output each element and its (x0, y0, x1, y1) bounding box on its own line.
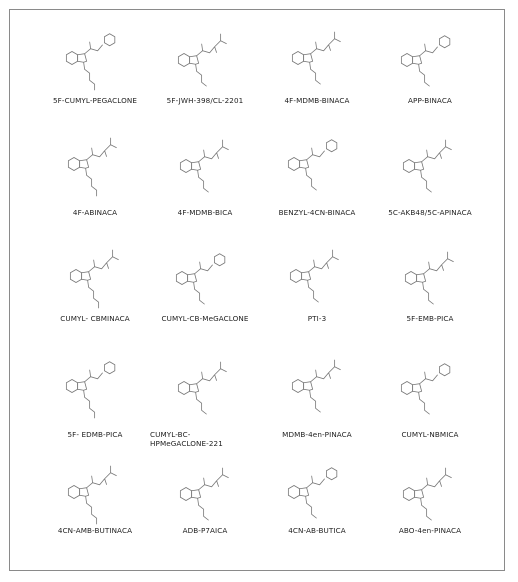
head-substituent (442, 265, 444, 271)
pyrazole-ring (78, 54, 87, 63)
head-ring (439, 36, 449, 48)
alkyl-tail (194, 282, 205, 304)
head-substituent (215, 47, 217, 53)
carbonyl-bond (316, 42, 317, 49)
head-substituent (215, 375, 217, 381)
pyrazole-ring (413, 56, 422, 65)
carbonyl-bond (314, 260, 315, 267)
amide-linker (87, 479, 105, 488)
head-branch (105, 145, 117, 151)
compound-label: 5F- EDMB-PICA (67, 430, 123, 439)
carbonyl-bond (312, 476, 313, 483)
alkyl-tail (198, 498, 209, 520)
head-substituent (327, 263, 329, 269)
amide-linker (197, 375, 215, 384)
pyrazole-ring (415, 490, 424, 499)
alkyl-tail (308, 280, 319, 302)
pyrazole-ring (300, 488, 309, 497)
pyrazole-ring (302, 272, 311, 281)
benzene-ring (403, 488, 414, 501)
compound-label: CUMYL-BC-HPMeGACLONE-221 (150, 430, 223, 448)
alkyl-tail (419, 392, 430, 414)
head-substituent (440, 481, 442, 487)
compound-label: 5C-AKB48/5C-APINACA (388, 208, 472, 217)
alkyl-tail (419, 64, 430, 86)
carbonyl-bond (425, 44, 426, 51)
amide-linker (199, 153, 217, 162)
alkyl-tail (88, 280, 99, 308)
carbonyl-bond (316, 370, 317, 377)
amide-linker (195, 265, 213, 274)
pyrazole-ring (80, 160, 89, 169)
head-ring (439, 364, 449, 376)
compound-label: 5F-JWH-398/CL-2201 (166, 96, 244, 105)
chemical-structure (162, 242, 248, 314)
head-branch (440, 475, 452, 481)
compound-cell (40, 352, 150, 458)
compound-label: CUMYL- CBMINACA (60, 314, 130, 323)
benzene-ring (66, 52, 77, 65)
pyrazole-ring (188, 274, 197, 283)
head-branch (217, 475, 229, 481)
chemical-structure (387, 242, 473, 314)
carbonyl-bond (429, 262, 430, 269)
benzene-ring (178, 382, 189, 395)
compound-cell (150, 352, 260, 458)
compound-cell (375, 130, 485, 236)
chemical-structure (52, 352, 138, 424)
chemical-structure (274, 352, 360, 424)
benzene-ring (70, 270, 81, 283)
chemical-structure (162, 458, 248, 530)
benzene-ring (180, 160, 191, 173)
head-ring (214, 254, 224, 266)
compound-label: 5F-CUMYL-PEGACLONE (52, 96, 138, 105)
chemical-structure (387, 130, 473, 202)
compound-label: 4F-MDMB-BICA (177, 208, 233, 217)
amide-linker (422, 153, 440, 162)
head-substituent (329, 45, 331, 51)
amide-linker (87, 151, 105, 160)
head-branch (215, 41, 227, 47)
chemical-structure (387, 352, 473, 424)
benzene-ring (401, 54, 412, 67)
head-substituent (105, 151, 107, 157)
pyrazole-ring (190, 56, 199, 65)
alkyl-tail (306, 496, 317, 518)
carbonyl-bond (427, 478, 428, 485)
head-substituent (440, 153, 442, 159)
benzene-ring (288, 486, 299, 499)
head-branch (329, 39, 341, 45)
compound-label: ADB-P7AICA (182, 526, 228, 535)
benzene-ring (405, 272, 416, 285)
benzene-ring (401, 382, 412, 395)
chemical-structure (387, 458, 473, 530)
amide-linker (199, 481, 217, 490)
amide-linker (307, 479, 325, 488)
head-branch (215, 369, 227, 375)
amide-linker (307, 151, 325, 160)
amide-linker (420, 375, 438, 384)
alkyl-tail (86, 168, 97, 196)
compound-cell (262, 24, 372, 130)
amide-linker (197, 47, 215, 56)
alkyl-tail (421, 498, 432, 520)
pyrazole-ring (304, 54, 313, 63)
chemical-structure (52, 458, 138, 530)
benzene-ring (68, 158, 79, 171)
compound-label: 4F-MDMB-BINACA (284, 96, 350, 105)
compound-cell (262, 458, 372, 564)
compound-cell (375, 352, 485, 458)
chemical-structure (162, 352, 248, 424)
benzene-ring (290, 270, 301, 283)
carbonyl-bond (202, 44, 203, 51)
amide-linker (420, 47, 438, 56)
alkyl-tail (423, 282, 434, 304)
head-substituent (105, 479, 107, 485)
head-substituent (107, 263, 109, 269)
alkyl-tail (310, 62, 321, 84)
compound-label: CUMYL-NBMICA (401, 430, 459, 439)
carbonyl-bond (94, 260, 95, 267)
compound-cell (150, 130, 260, 236)
alkyl-tail (86, 496, 97, 524)
amide-linker (85, 373, 103, 382)
compound-cell (40, 24, 150, 130)
carbonyl-bond (425, 372, 426, 379)
compound-label: ABO-4en-PINACA (398, 526, 462, 535)
benzene-ring (403, 160, 414, 173)
compound-label: 5F-EMB-PICA (406, 314, 454, 323)
head-substituent (329, 373, 331, 379)
head-branch (442, 259, 454, 265)
compound-cell (375, 458, 485, 564)
chemical-structure (162, 130, 248, 202)
head-substituent (217, 481, 219, 487)
carbonyl-bond (204, 478, 205, 485)
head-substituent (217, 153, 219, 159)
compound-cell (375, 242, 485, 348)
chemical-structure (387, 24, 473, 96)
head-branch (329, 367, 341, 373)
amide-linker (89, 263, 107, 272)
carbonyl-bond (200, 262, 201, 269)
chemical-structure (52, 130, 138, 202)
head-ring (326, 468, 336, 480)
compound-label: MDMB-4en-PINACA (282, 430, 352, 439)
alkyl-tail (84, 390, 95, 418)
head-branch (327, 257, 339, 263)
alkyl-tail (84, 62, 95, 90)
compound-label: BENZYL-4CN-BINACA (278, 208, 356, 217)
amide-linker (311, 45, 329, 54)
compound-label: PTI-3 (307, 314, 327, 323)
pyrazole-ring (82, 272, 91, 281)
carbonyl-bond (90, 370, 91, 377)
compound-cell (40, 130, 150, 236)
amide-linker (424, 265, 442, 274)
chemical-structure (274, 130, 360, 202)
carbonyl-bond (92, 476, 93, 483)
compound-cell (262, 130, 372, 236)
compound-cell (262, 242, 372, 348)
pyrazole-ring (192, 490, 201, 499)
pyrazole-ring (300, 160, 309, 169)
benzene-ring (178, 54, 189, 67)
benzene-ring (292, 52, 303, 65)
compound-cell (150, 458, 260, 564)
head-ring (326, 140, 336, 152)
compound-label: 4CN-AMB-BUTINACA (57, 526, 133, 535)
chemical-structure (274, 24, 360, 96)
chemical-structure (274, 458, 360, 530)
alkyl-tail (198, 170, 209, 192)
head-branch (440, 147, 452, 153)
pyrazole-ring (415, 162, 424, 171)
carbonyl-bond (92, 148, 93, 155)
benzene-ring (66, 380, 77, 393)
chemical-structure (274, 242, 360, 314)
head-ring (104, 34, 114, 46)
pyrazole-ring (417, 274, 426, 283)
carbonyl-bond (202, 372, 203, 379)
carbonyl-bond (427, 150, 428, 157)
pyrazole-ring (413, 384, 422, 393)
benzene-ring (292, 380, 303, 393)
pyrazole-ring (192, 162, 201, 171)
compound-cell (262, 352, 372, 458)
compound-label: 4CN-AB-BUTICA (288, 526, 346, 535)
benzene-ring (176, 272, 187, 285)
pyrazole-ring (80, 488, 89, 497)
compound-cell (375, 24, 485, 130)
pyrazole-ring (78, 382, 87, 391)
benzene-ring (288, 158, 299, 171)
chemical-structure (162, 24, 248, 96)
pyrazole-ring (190, 384, 199, 393)
compound-label: CUMYL-CB-MeGACLONE (161, 314, 249, 323)
compound-cell (40, 458, 150, 564)
compound-cell (150, 242, 260, 348)
alkyl-tail (306, 168, 317, 190)
alkyl-tail (310, 390, 321, 412)
amide-linker (311, 373, 329, 382)
carbonyl-bond (90, 42, 91, 49)
alkyl-tail (421, 170, 432, 192)
benzene-ring (180, 488, 191, 501)
compound-label: APP-BINACA (408, 96, 452, 105)
carbonyl-bond (312, 148, 313, 155)
compound-label: 4F-ABINACA (72, 208, 118, 217)
alkyl-tail (196, 392, 207, 414)
head-branch (105, 473, 117, 479)
alkyl-tail (196, 64, 207, 86)
head-branch (107, 257, 119, 263)
compound-cell (150, 24, 260, 130)
compound-cell (40, 242, 150, 348)
amide-linker (422, 481, 440, 490)
carbonyl-bond (204, 150, 205, 157)
benzene-ring (68, 486, 79, 499)
chemical-structure (52, 24, 138, 96)
head-ring (104, 362, 114, 374)
amide-linker (309, 263, 327, 272)
amide-linker (85, 45, 103, 54)
pyrazole-ring (304, 382, 313, 391)
chemical-structure (52, 242, 138, 314)
head-branch (217, 147, 229, 153)
